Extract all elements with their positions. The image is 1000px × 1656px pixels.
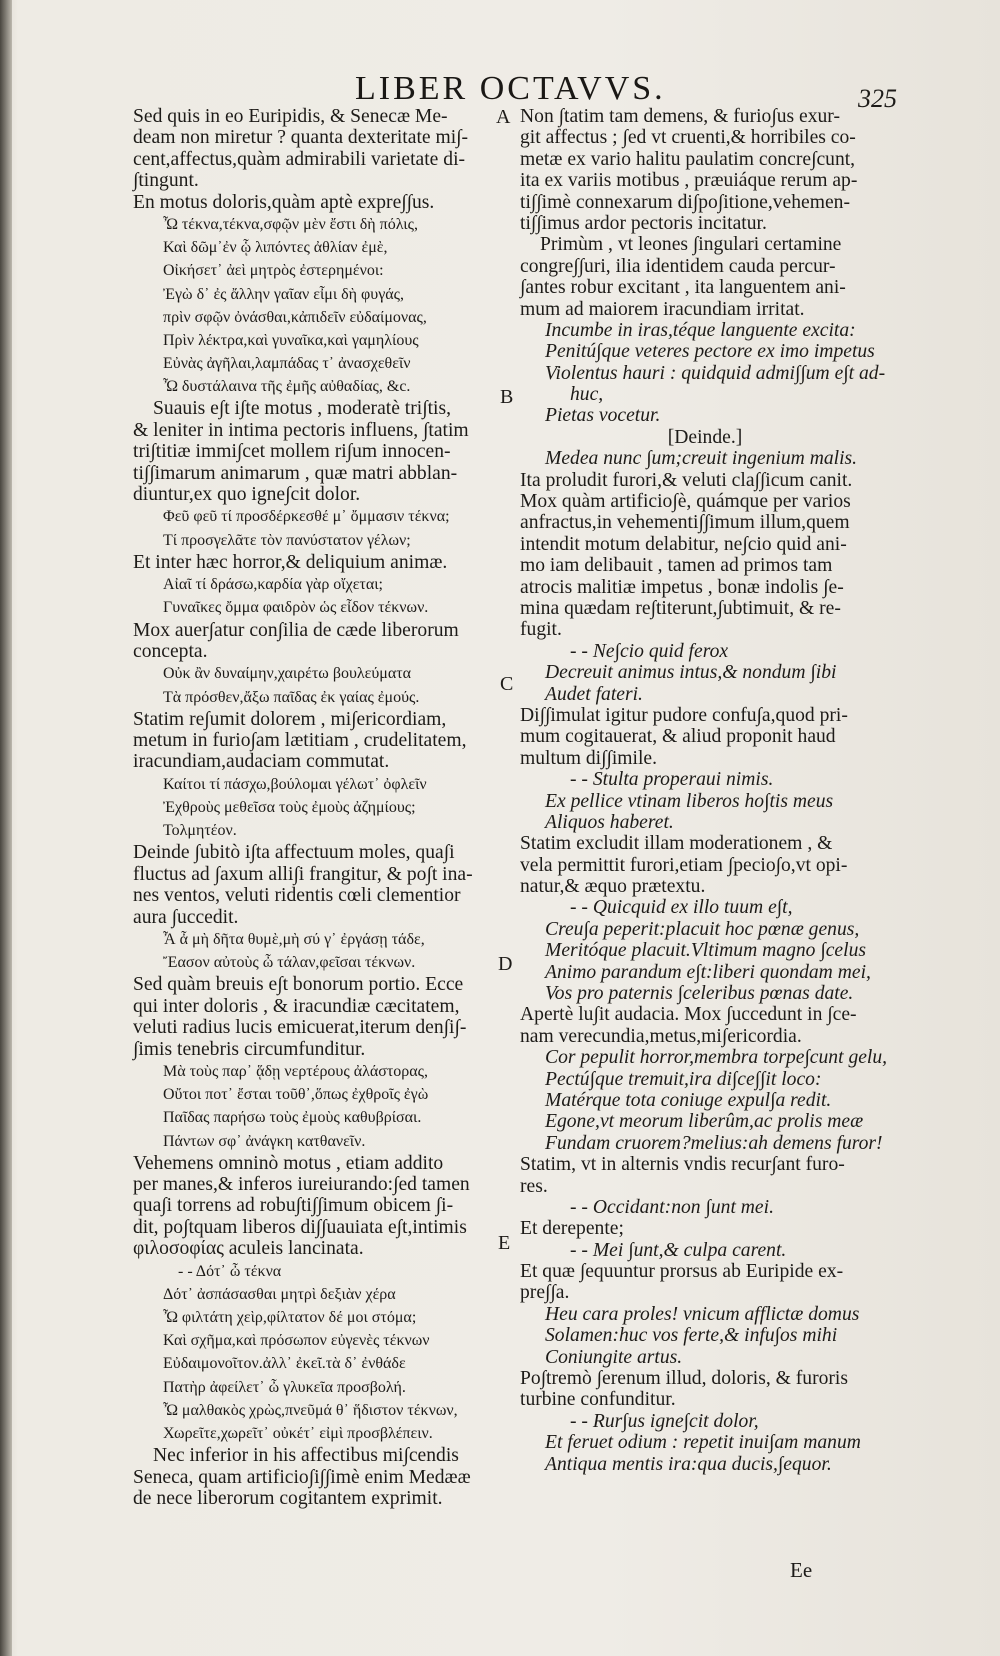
greek-verse-line: Ἐχθροὺς μεθεῖσα τοὺς ἐμοὺς ἀζημίους; [163,799,416,817]
greek-verse-line: Ὦ μαλθακὸς χρὼς,πνεῦμά θ᾽ ἥδιστον τέκνων, [163,1401,458,1419]
text-line: deam non miretur ? quanta dexteritate mi∫- [133,127,469,149]
text-line: tri∫titiæ immi∫cet mollem ri∫um innocen- [133,441,451,463]
text-line: Nec inferior in his affectibus mi∫cendis [153,1445,459,1467]
text-line: ti∫∫imè connexarum di∫po∫itione,vehemen- [520,191,850,213]
text-line: iracundiam,audaciam commutat. [133,751,390,773]
latin-verse-line: Et feruet odium : repetit inui∫am manum [545,1432,861,1454]
latin-verse-line: Decreuit animus intus,& nondum ∫ibi [545,662,837,684]
latin-verse-line: Pectú∫que tremuit,ira di∫ce∫∫it loco: [545,1068,822,1090]
latin-verse-line: Audet fateri. [545,683,643,705]
text-line: Sed quàm breuis e∫t bonorum portio. Ecce [133,974,464,996]
text-line: dit, po∫tquam liberos di∫∫uauiata e∫t,intimis [133,1216,467,1238]
section-marker-d: D [498,953,513,975]
text-line: Et quæ ∫equuntur prorsus ab Euripide ex- [520,1261,844,1283]
latin-verse-line: Pietas vocetur. [545,405,661,427]
latin-verse-line: Aliquos haberet. [545,811,674,833]
greek-verse-line: Εὐνὰς ἀγῆλαι,λαμπάδας τ᾽ ἀνασχεθεῖν [163,355,411,373]
greek-verse-line: Καὶ σχῆμα,καὶ πρόσωπον εὐγενὲς τέκνων [163,1332,430,1350]
latin-verse-line: Animo parandum e∫t:liberi quondam mei, [545,961,871,983]
latin-verse-line: - - Stulta properaui nimis. [570,769,774,791]
greek-verse-line: Τί προσγελᾶτε τὸν πανύστατον γέλων; [163,531,411,549]
text-line: atrocis malitiæ impetus , bonæ indolis ∫e- [520,576,844,598]
greek-verse-line: Αἰαῖ τί δράσω,καρδία γὰρ οἴχεται; [163,576,383,594]
greek-verse-line: Μὰ τοὺς παρ᾽ ᾅδῃ νερτέρους ἀλάστορας, [163,1062,428,1080]
text-line: vela permittit furori,etiam ∫pecio∫o,vt opi- [520,854,848,876]
latin-verse-line: Fundam cruorem?melius:ah demens furor! [545,1132,883,1154]
greek-verse-line: Ἔασον αὐτοὺς ὦ τάλαν,φεῖσαι τέκνων. [163,954,416,972]
greek-verse-line: Καὶ δῶμ᾽ἐν ᾧ λιπόντες ἀθλίαν ἐμὲ, [163,239,388,257]
text-line: ti∫∫imarum animarum , quæ matri abblan- [133,462,458,484]
text-line: nes ventos, veluti ridentis cœli clementior [133,885,461,907]
greek-verse-line: Τολμητέον. [163,822,237,840]
text-line: Deinde ∫ubitò i∫ta affectuum moles, qua∫i [133,842,455,864]
greek-verse-line: Πάντων σφ᾽ ἀνάγκη κατθανεῖν. [163,1132,366,1150]
latin-verse-line: Coniungite artus. [545,1346,683,1368]
greek-verse-line: Παῖδας παρήσω τοὺς ἐμοὺς καθυβρίσαι. [163,1109,422,1127]
text-line: [Deinde.] [667,426,743,448]
greek-verse-line: Γυναῖκες ὄμμα φαιδρὸν ὡς εἶδον τέκνων. [163,599,429,617]
latin-verse-line: Creu∫a peperit:placuit hoc pœnæ genus, [545,918,860,940]
text-line: Non ∫tatim tam demens, & furio∫us exur- [520,106,840,127]
latin-verse-line: Penitú∫que veteres pectore ex imo impetus [545,341,875,363]
running-title: LIBER OCTAVVS. [355,70,666,107]
binding-edge [0,0,12,1656]
section-marker-c: C [500,673,514,695]
catchword: Ee [790,1558,813,1582]
right-column [520,106,890,1475]
text-line: git affectus ; ∫ed vt cruenti,& horribiles co- [520,127,856,149]
latin-verse-line: Medea nunc ∫um;creuit ingenium malis. [545,448,858,470]
text-line: mum cogitauerat, & aliud proponit haud [520,726,836,748]
latin-verse-line: Egone,vt meorum liberûm,ac prolis meæ [545,1111,864,1133]
latin-verse-line: Meritóque placuit.Vltimum magno ∫celus [545,940,866,962]
text-line: nam verecundia,metus,mi∫ericordia. [520,1025,802,1047]
text-line: aura ∫uccedit. [133,906,239,928]
text-line: per manes,& inferos iureiurando:∫ed tamen [133,1174,470,1196]
text-line: Po∫tremò ∫erenum illud, doloris, & furoris [520,1368,849,1390]
greek-verse-line: Ὦ φιλτάτη χεὶρ,φίλτατον δέ μοι στόμα; [163,1309,417,1327]
text-line: pre∫∫a. [520,1282,570,1304]
greek-verse-line: - - Δότ᾽ ὦ τέκνα [178,1262,282,1280]
latin-verse-line: - - Quicquid ex illo tuum e∫t, [570,897,793,919]
latin-verse-line: Matérque tota coniuge expul∫a redit. [545,1089,832,1111]
greek-verse-line: Πρὶν λέκτρα,καὶ γυναῖκα,καὶ γαμηλίους [163,331,419,349]
text-line: Vehemens omninò motus , etiam addito [133,1152,444,1174]
latin-verse-line: - - Ne∫cio quid ferox [570,640,729,662]
text-line: qui inter doloris , & iracundiæ cæcitatem, [133,995,460,1017]
greek-verse-line: Πατὴρ ἀφείλετ᾽ ὦ γλυκεῖα προσβολή. [163,1378,406,1396]
text-line: concepta. [133,640,208,662]
greek-verse-line: Δότ᾽ ἀσπάσασθαι μητρὶ δεξιὰν χέρα [163,1285,396,1303]
text-line: Suauis e∫t i∫te motus , moderatè tri∫tis, [153,398,451,420]
text-line: Et derepente; [520,1218,624,1240]
text-line: ∫imis tenebris circumfunditur. [133,1038,366,1060]
text-line: φιλοσοφίας aculeis lancinata. [133,1238,364,1260]
latin-verse-line: - - Occidant:non ∫unt mei. [570,1196,774,1218]
text-line: En motus doloris,quàm aptè expre∫∫us. [133,191,435,213]
text-line: Mox auer∫atur con∫ilia de cæde liberorum [133,619,459,641]
text-line: Mox quàm artificio∫è, quámque per varios [520,491,851,513]
section-marker-b: B [500,386,514,408]
text-line: res. [520,1175,548,1197]
text-line: Sed quis in eo Euripidis, & Senecæ Me- [133,106,448,127]
text-line: intendit motum delabitur, ne∫cio quid ani- [520,533,847,555]
section-marker-a: A [496,106,511,128]
text-line: Et inter hæc horror,& deliquium animæ. [133,551,448,573]
latin-verse-line: Antiqua mentis ira:qua ducis,∫equor. [545,1453,832,1475]
latin-verse-line: - - Rur∫us igne∫cit dolor, [570,1410,759,1432]
text-line: congre∫∫uri, ilia identidem cauda percur- [520,255,836,277]
greek-verse-line: πρὶν σφῷν ὀνάσθαι,κἀπιδεῖν εὐδαίμονας, [163,308,427,326]
text-line: Ita proludit furori,& veluti cla∫∫icum canit. [520,469,853,491]
greek-verse-line: Οἰκήσετ᾽ ἀεὶ μητρὸς ἐστερημένοι: [163,262,384,280]
page-number: 325 [858,84,897,113]
latin-verse-line: huc, [570,384,604,406]
greek-verse-line: Ὦ τέκνα,τέκνα,σφῷν μὲν ἔστι δὴ πόλις, [163,215,418,233]
text-line: fluctus ad ∫axum alli∫i frangitur, & po∫t ina- [133,863,473,885]
text-line: metæ ex vario halitu paulatim concre∫cunt, [520,148,856,170]
greek-verse-line: Ἐγὼ δ᾽ ἐς ἄλλην γαῖαν εἶμι δὴ φυγάς, [163,285,404,303]
greek-verse-line: Εὐδαιμονοῖτον.ἀλλ᾽ ἐκεῖ.τὰ δ᾽ ἐνθάδε [163,1355,406,1373]
text-line: anfractus,in vehementi∫∫imum illum,quem [520,512,850,534]
text-line: turbine confunditur. [520,1389,676,1411]
text-line: mina quædam re∫titerunt,∫ubtimuit, & re- [520,597,841,619]
latin-verse-line: - - Mei ∫unt,& culpa carent. [570,1239,787,1261]
greek-verse-line: Χωρεῖτε,χωρεῖτ᾽ οὐκέτ᾽ εἰμὶ προσβλέπειν. [163,1424,433,1442]
latin-verse-line: Vos pro paternis ∫celeribus pœnas date. [545,983,854,1005]
text-line: Statim excludit illam moderationem , & [520,833,833,855]
text-line: & leniter in intima pectoris influens, ∫tatim [133,419,469,441]
text-line: natur,& æquo prætextu. [520,876,706,898]
text-line: Statim, vt in alternis vndis recur∫ant furo- [520,1154,845,1176]
text-line: cent,affectus,quàm admirabili varietate di- [133,148,466,170]
text-line: veluti radius lucis emicuerat,iterum den∫i∫- [133,1017,467,1039]
greek-verse-line: Τὰ πρόσθεν,ἄξω παῖδας ἐκ γαίας ἐμούς. [163,688,420,706]
latin-verse-line: Violentus hauri : quidquid admi∫∫um e∫t ad- [545,362,886,384]
greek-verse-line: Φεῦ φεῦ τί προσδέρκεσθέ μ᾽ ὄμμασιν τέκνα; [163,508,450,526]
text-line: diuntur,ex quo igne∫cit dolor. [133,484,361,506]
section-marker-e: E [498,1232,511,1254]
latin-verse-line: Incumbe in iras,téque languente excita: [545,319,856,341]
left-column [133,106,488,1509]
text-line: ∫tingunt. [133,170,199,192]
text-line: Seneca, quam artificio∫i∫∫imè enim Medææ [133,1466,471,1488]
running-header [0,70,1000,113]
greek-verse-line: Ἆ ἆ μὴ δῆτα θυμὲ,μὴ σύ γ᾽ ἐργάσῃ τάδε, [163,931,425,948]
text-line: mo iam delibauit , tamen ad primos tam [520,555,833,577]
text-line: fugit. [520,619,562,641]
latin-verse-line: Heu cara proles! vnicum afflictæ domus [545,1303,860,1325]
text-line: qua∫i torrens ad robu∫ti∫∫imum obicem ∫i- [133,1195,454,1217]
text-line: Di∫∫imulat igitur pudore confu∫a,quod pri- [520,704,848,726]
greek-verse-line: Οὔτοι ποτ᾽ ἔσται τοῦθ᾽,ὅπως ἐχθροῖς ἐγὼ [163,1086,429,1104]
greek-verse-line: Ὦ δυστάλαινα τῆς ἐμῆς αὐθαδίας, &c. [163,378,411,396]
text-line: mum ad maiorem iracundiam irritat. [520,298,805,320]
text-line: de nece liberorum cogitantem exprimit. [133,1487,443,1509]
text-line: metum in furio∫am lætitiam , crudelitatem, [133,730,467,752]
text-line: Apertè lu∫it audacia. Mox ∫uccedunt in ∫ce- [520,1004,857,1026]
text-line: multum di∫∫imile. [520,747,658,769]
text-line: ti∫∫imus ardor pectoris incitatur. [520,212,767,234]
text-line: Statim re∫umit dolorem , mi∫ericordiam, [133,708,447,730]
latin-verse-line: Cor pepulit horror,membra torpe∫cunt gelu, [545,1047,888,1069]
greek-verse-line: Καίτοι τί πάσχω,βούλομαι γέλωτ᾽ ὀφλεῖν [163,775,427,793]
greek-verse-line: Οὐκ ἂν δυναίμην,χαιρέτω βουλεύματα [163,665,412,683]
text-line: ∫antes robur excitant , ita languentem ani- [520,277,846,299]
text-line: Primùm , vt leones ∫ingulari certamine [540,234,842,256]
text-line: ita ex variis motibus , præuiáque rerum ap- [520,170,858,192]
latin-verse-line: Ex pellice vtinam liberos ho∫tis meus [545,790,834,812]
latin-verse-line: Solamen:huc vos ferte,& infu∫os mihi [545,1325,838,1347]
